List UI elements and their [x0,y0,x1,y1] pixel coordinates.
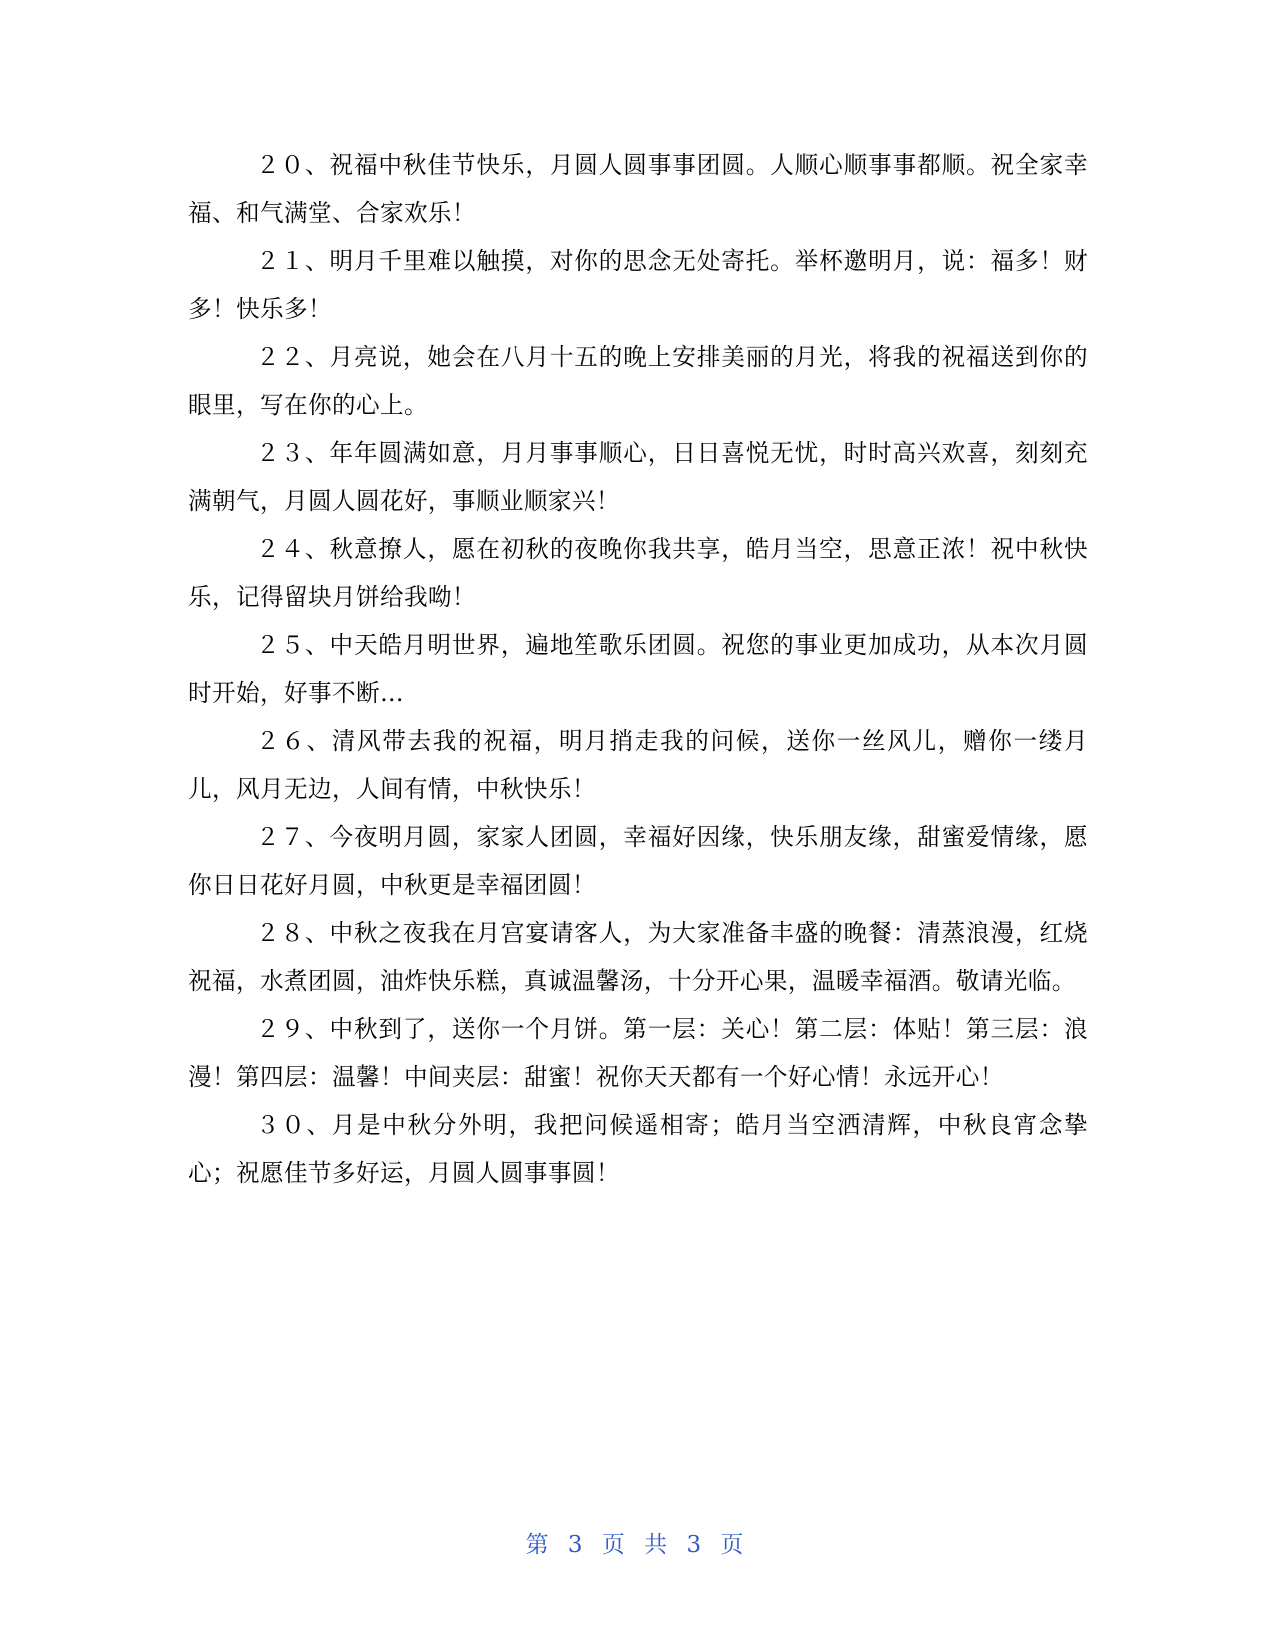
paragraph-22: ２２、月亮说，她会在八月十五的晚上安排美丽的月光，将我的祝福送到你的眼里，写在你的心上。 [188,343,1088,419]
paragraph-30: ３０、月是中秋分外明，我把问候遥相寄；皓月当空洒清辉，中秋良宵念挚心；祝愿佳节多好运，月圆人圆事事圆！ [188,1111,1088,1187]
paragraph-23: ２３、年年圆满如意，月月事事顺心，日日喜悦无忧，时时高兴欢喜，刻刻充满朝气，月圆人圆花好，事顺业顺家兴！ [188,439,1088,515]
page-number-footer: 第 3 页 共 3 页 [525,1532,750,1558]
paragraph-24: ２４、秋意撩人，愿在初秋的夜晚你我共享，皓月当空，思意正浓！祝中秋快乐，记得留块月饼给我呦！ [188,535,1088,611]
paragraph-29: ２９、中秋到了，送你一个月饼。第一层：关心！第二层：体贴！第三层：浪漫！第四层：温馨！中间夹层：甜蜜！祝你天天都有一个好心情！永远开心！ [188,1015,1088,1091]
paragraph-27: ２７、今夜明月圆，家家人团圆，幸福好因缘，快乐朋友缘，甜蜜爱情缘，愿你日日花好月圆，中秋更是幸福团圆！ [188,823,1088,899]
document-body [188,141,1088,1197]
paragraph-25: ２５、中天皓月明世界，遍地笙歌乐团圆。祝您的事业更加成功，从本次月圆时开始，好事不断… [188,631,1088,707]
paragraph-26: ２６、清风带去我的祝福，明月捎走我的问候，送你一丝风儿，赠你一缕月儿，风月无边，人间有情，中秋快乐！ [188,727,1088,803]
paragraph-20: ２０、祝福中秋佳节快乐，月圆人圆事事团圆。人顺心顺事事都顺。祝全家幸福、和气满堂、合家欢乐！ [188,151,1088,227]
paragraph-21: ２１、明月千里难以触摸，对你的思念无处寄托。举杯邀明月，说：福多！财多！快乐多！ [188,247,1088,323]
paragraph-28: ２８、中秋之夜我在月宫宴请客人，为大家准备丰盛的晚餐：清蒸浪漫，红烧祝福，水煮团圆，油炸快乐糕，真诚温馨汤，十分开心果，温暖幸福酒。敬请光临。 [188,919,1088,995]
